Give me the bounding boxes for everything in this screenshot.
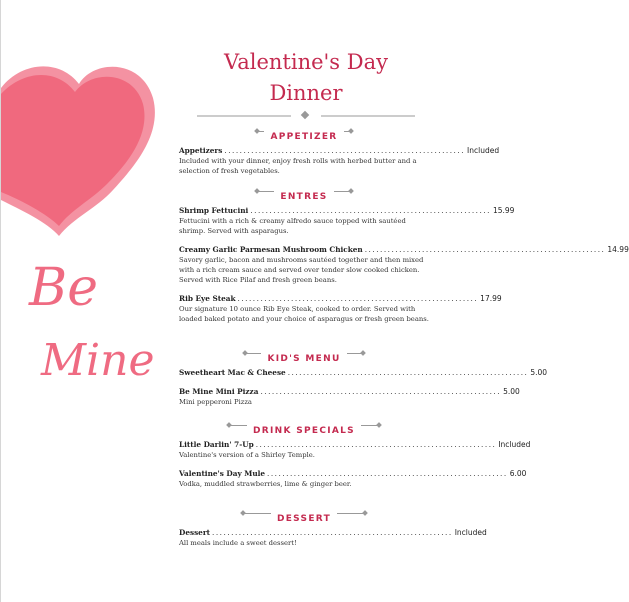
menu-item: Creamy Garlic Parmesan Mushroom Chicken ............................................................... 14.99 Savory garlic, bacon and mushrooms sautéed together and then mixed with a rich cream sauce and served over tender slow cooked chicken. Served with Rice Pilaf and fresh green beans.: [179, 245, 629, 284]
item-price: Included: [467, 146, 500, 155]
item-price: 5.00: [530, 368, 548, 377]
item-description: Valentine's version of a Shirley Temple.: [179, 451, 315, 459]
item-price: Included: [498, 440, 531, 449]
item-name: Shrimp Fettucini: [179, 206, 249, 215]
section-entres: [179, 184, 629, 333]
menu-item: Rib Eye Steak ............................................................... 17.99 Our signature 10 ounce Rib Eye Steak, cooked to order. Served with loaded baked potato and your choice of asparagus or fresh green beans.: [179, 294, 502, 323]
section-heading-label: DRINK SPECIALS: [247, 424, 361, 438]
section-heading: [179, 124, 429, 142]
menu-item: Appetizers ............................................................... Included Included with your dinner, enjoy fresh rolls with herbed butter and a selection of fresh vegetables.: [179, 146, 500, 175]
item-name: Sweetheart Mac & Cheese: [179, 368, 286, 377]
section-heading: [179, 418, 429, 436]
item-name: Rib Eye Steak: [179, 294, 236, 303]
page-title: [191, 47, 421, 109]
menu-item: Sweetheart Mac & Cheese ............................................................... 5.00: [179, 368, 548, 377]
item-name: Appetizers: [179, 146, 223, 155]
section-heading: [179, 184, 429, 202]
item-name: Dessert: [179, 528, 211, 537]
lace-heart-icon: [1, 66, 155, 236]
item-price: 6.00: [509, 469, 527, 478]
section-heading: [179, 346, 429, 364]
item-name: Be Mine Mini Pizza: [179, 387, 259, 396]
title-divider: [197, 112, 415, 120]
menu-item: Little Darlin' 7-Up ............................................................... Included Valentine's version of a Shirley Temple.: [179, 440, 531, 459]
section-heading: [179, 506, 429, 524]
item-description: All meals include a sweet dessert!: [179, 539, 297, 547]
section-drink-specials: [179, 418, 531, 498]
item-description: Included with your dinner, enjoy fresh rolls with herbed butter and a selection of fresh vegetables.: [179, 157, 417, 175]
section-kids-menu: [179, 346, 548, 416]
mine-script-text: Mine: [41, 335, 155, 386]
item-name: Valentine's Day Mule: [179, 469, 266, 478]
item-price: 17.99: [480, 294, 502, 303]
heart-illustration: [1, 50, 171, 386]
item-price: Included: [454, 528, 487, 537]
section-heading-label: DESSERT: [271, 512, 337, 526]
item-price: 5.00: [503, 387, 520, 396]
item-description: Savory garlic, bacon and mushrooms sautéed together and then mixed with a rich cream sauce and served over tender slow cooked chicken. Served with Rice Pilaf and fresh green beans.: [179, 256, 424, 284]
section-appetizer: [179, 124, 500, 185]
section-dessert: [179, 506, 487, 557]
section-heading-label: KID'S MENU: [261, 352, 346, 366]
item-description: Mini pepperoni Pizza: [179, 398, 252, 406]
item-description: Our signature 10 ounce Rib Eye Steak, cooked to order. Served with loaded baked potato and your choice of asparagus or fresh green beans.: [179, 305, 429, 323]
item-name: Creamy Garlic Parmesan Mushroom Chicken: [179, 245, 363, 254]
item-price: 15.99: [492, 206, 515, 215]
menu-item: Be Mine Mini Pizza ............................................................... 5.00 Mini pepperoni Pizza: [179, 387, 520, 406]
title-line-2: Dinner: [269, 81, 343, 105]
item-price: 14.99: [607, 245, 629, 254]
be-script-text: Be: [29, 258, 98, 318]
section-heading-label: ENTRES: [274, 190, 333, 204]
item-description: Fettucini with a rich & creamy alfredo sauce topped with sautéed shrimp. Served with asparagus.: [179, 217, 406, 235]
menu-item: Valentine's Day Mule ............................................................... 6.00 Vodka, muddled strawberries, lime & ginger beer.: [179, 469, 527, 488]
menu-item: Shrimp Fettucini ............................................................... 15.99 Fettucini with a rich & creamy alfredo sauce topped with sautéed shrimp. Served with asparagus.: [179, 206, 515, 235]
item-description: Vodka, muddled strawberries, lime & ginger beer.: [179, 480, 352, 488]
title-line-1: Valentine's Day: [224, 50, 388, 74]
item-name: Little Darlin' 7-Up: [179, 440, 254, 449]
section-heading-label: APPETIZER: [264, 130, 343, 144]
menu-item: Dessert ............................................................... Included All meals include a sweet dessert!: [179, 528, 487, 547]
